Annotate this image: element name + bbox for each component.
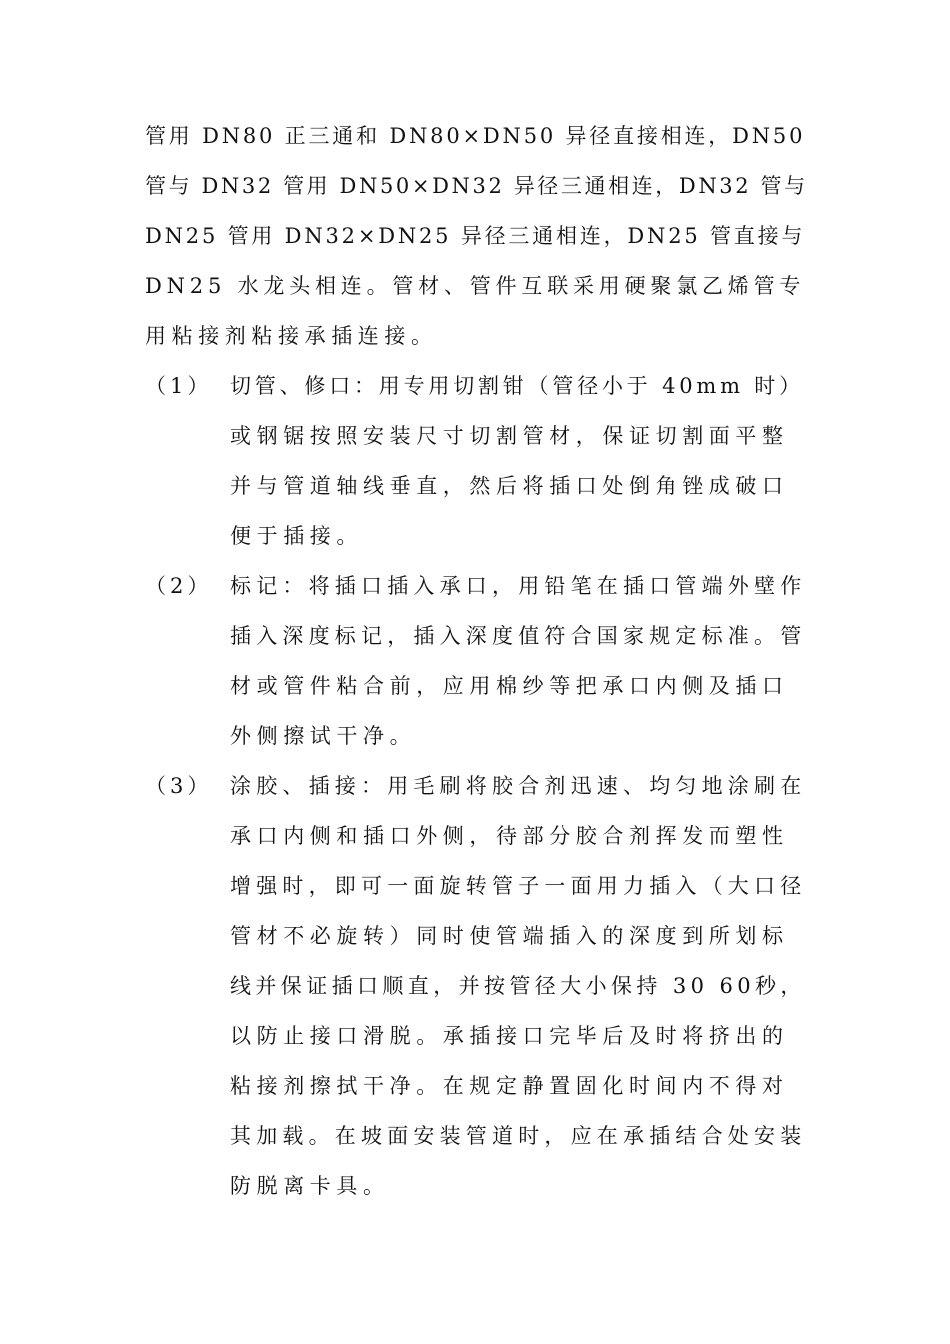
item-line: 增强时，即可一面旋转管子一面用力插入（大口径 [230, 874, 807, 898]
item-line: 外侧擦试干净。 [230, 724, 417, 748]
intro-line: 管用 DN80 正三通和 DN80×DN50 异径直接相连，DN50 [145, 124, 806, 148]
intro-line: DN25 水龙头相连。管材、管件互联采用硬聚氯乙烯管专 [145, 274, 806, 298]
intro-line: 管与 DN32 管用 DN50×DN32 异径三通相连，DN32 管与 [145, 174, 808, 198]
intro-line: DN25 管用 DN32×DN25 异径三通相连，DN25 管直接与 [145, 224, 806, 248]
item-line: 管材不必旋转）同时使管端插入的深度到所划标 [230, 924, 789, 948]
item-line: 材或管件粘合前，应用棉纱等把承口内侧及插口 [230, 674, 789, 698]
item-line: 线并保证插口顺直，并按管径大小保持 30 60秒， [230, 974, 806, 998]
item-line: 切管、修口：用专用切割钳（管径小于 40mm 时） [230, 374, 804, 398]
item-line: 涂胶、插接：用毛刷将胶合剂迅速、均匀地涂刷在 [230, 774, 807, 798]
item-marker: （2） [145, 574, 213, 598]
item-marker: （1） [145, 374, 213, 398]
intro-line: 用粘接剂粘接承插连接。 [145, 324, 438, 348]
item-line: 承口内侧和插口外侧，待部分胶合剂挥发而塑性 [230, 824, 789, 848]
item-line: 并与管道轴线垂直，然后将插口处倒角锉成破口 [230, 474, 789, 498]
item-line: 标记：将插口插入承口，用铅笔在插口管端外壁作 [230, 574, 807, 598]
item-line: 防脱离卡具。 [230, 1174, 390, 1198]
item-marker: （3） [145, 774, 213, 798]
item-line: 插入深度标记，插入深度值符合国家规定标准。管 [230, 624, 807, 648]
item-line: 粘接剂擦拭干净。在规定静置固化时间内不得对 [230, 1074, 789, 1098]
item-line: 便于插接。 [230, 524, 363, 548]
item-line: 以防止接口滑脱。承插接口完毕后及时将挤出的 [230, 1024, 789, 1048]
item-line: 或钢锯按照安装尺寸切割管材，保证切割面平整 [230, 424, 789, 448]
item-line: 其加载。在坡面安装管道时，应在承插结合处安装 [230, 1124, 807, 1148]
